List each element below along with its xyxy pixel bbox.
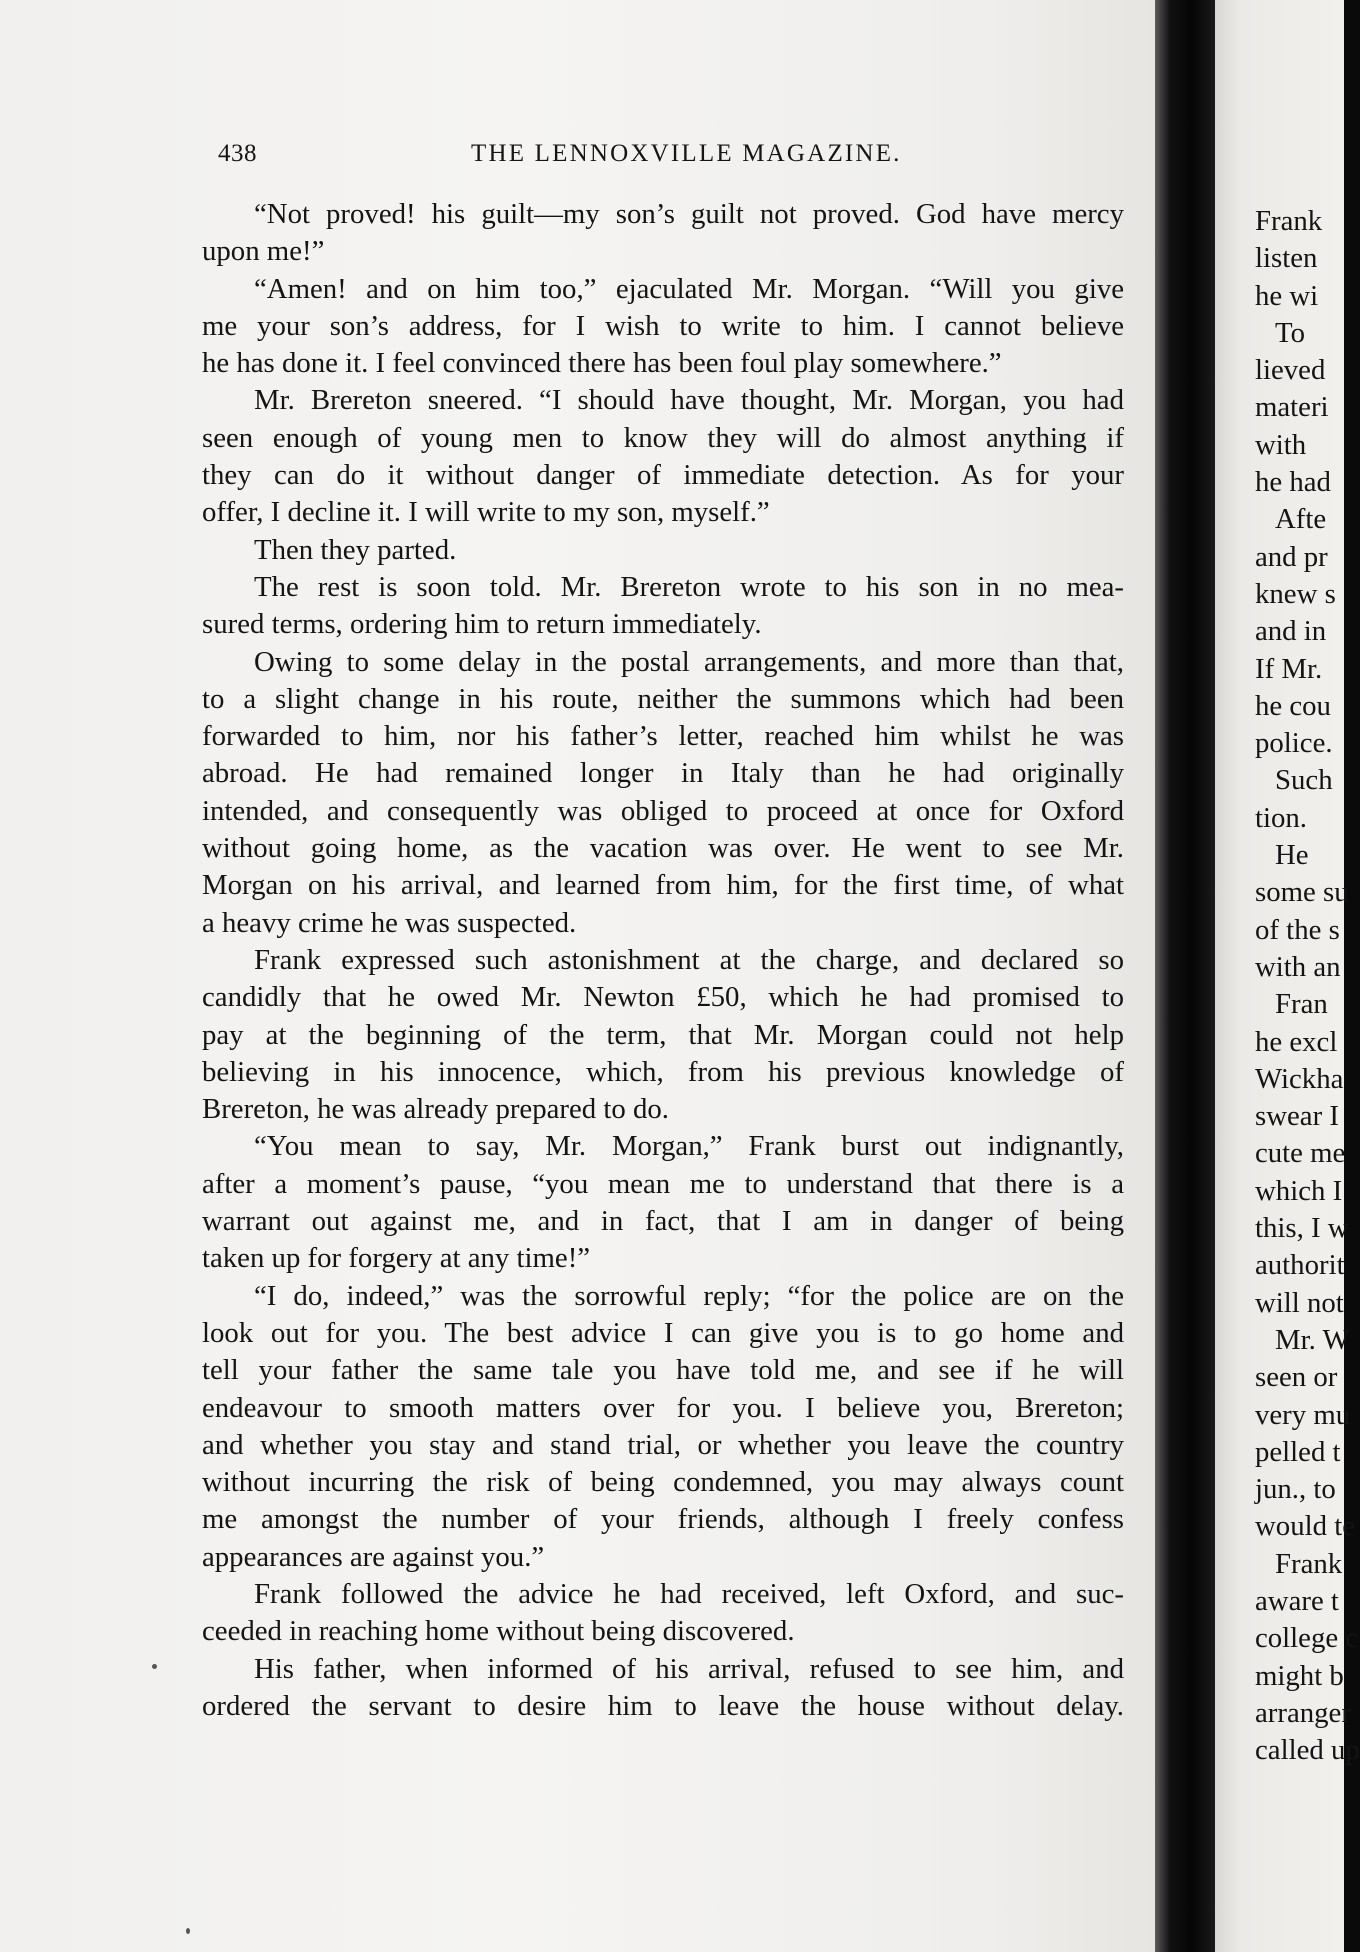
right-text-line: Fran bbox=[1275, 988, 1328, 1021]
right-text-line: materi bbox=[1255, 391, 1329, 424]
right-text-line: jun., to bbox=[1255, 1473, 1336, 1506]
text-line: His father, when informed of his arrival, refused to see him, and bbox=[254, 1652, 1124, 1685]
right-text-line: very mu bbox=[1255, 1398, 1351, 1431]
text-line: Mr. Brereton sneered. “I should have thought, Mr. Morgan, you had bbox=[254, 384, 1124, 417]
text-line: Brereton, he was already prepared to do. bbox=[202, 1093, 669, 1126]
text-line: seen enough of young men to know they will do almost anything if bbox=[202, 421, 1124, 454]
right-text-line: arranger bbox=[1255, 1696, 1351, 1729]
right-text-line: tion. bbox=[1255, 801, 1307, 834]
right-text-line: listen bbox=[1255, 242, 1318, 275]
text-line: “Not proved! his guilt—my son’s guilt not proved. God have mercy bbox=[254, 198, 1124, 230]
right-text-line: If Mr. bbox=[1255, 652, 1323, 685]
right-text-line: authorit bbox=[1255, 1249, 1345, 1282]
right-text-line: he excl bbox=[1255, 1025, 1338, 1058]
right-text-line: some su bbox=[1255, 876, 1349, 909]
text-line: they can do it without danger of immediate detection. As for your bbox=[202, 459, 1124, 492]
text-line: after a moment’s pause, “you mean me to understand that there is a bbox=[202, 1167, 1124, 1200]
text-line: “I do, indeed,” was the sorrowful reply; “for the police are on the bbox=[254, 1279, 1124, 1312]
text-line: offer, I decline it. I will write to my son, myself.” bbox=[202, 496, 770, 529]
right-text-line: seen or bbox=[1255, 1361, 1338, 1394]
right-text-line: of the s bbox=[1255, 913, 1340, 946]
text-line: believing in his innocence, which, from his previous knowledge of bbox=[202, 1055, 1124, 1088]
right-text-line: and pr bbox=[1255, 540, 1328, 573]
text-line: The rest is soon told. Mr. Brereton wrote to his son in no mea- bbox=[254, 570, 1124, 603]
body-text bbox=[202, 196, 1124, 1725]
text-line: and whether you stay and stand trial, or whether you leave the country bbox=[202, 1428, 1124, 1461]
text-line: appearances are against you.” bbox=[202, 1540, 545, 1573]
right-text-line: would te bbox=[1255, 1510, 1355, 1543]
text-line: me your son’s address, for I wish to write to him. I cannot believe bbox=[202, 309, 1124, 342]
text-line: ordered the servant to desire him to leave the house without delay. bbox=[202, 1689, 1124, 1722]
text-line: warrant out against me, and in fact, that I am in danger of being bbox=[202, 1205, 1124, 1238]
text-line: pay at the beginning of the term, that Mr. Morgan could not help bbox=[202, 1018, 1124, 1051]
text-line: intended, and consequently was obliged to proceed at once for Oxford bbox=[202, 794, 1124, 827]
right-text-line: police. bbox=[1255, 727, 1333, 760]
running-head bbox=[218, 138, 904, 174]
text-line: a heavy crime he was suspected. bbox=[202, 906, 577, 939]
text-line: forwarded to him, nor his father’s letter, reached him whilst he was bbox=[202, 720, 1124, 753]
right-page bbox=[1215, 0, 1360, 1952]
right-text-line: he wi bbox=[1255, 279, 1319, 312]
right-text-line: he had bbox=[1255, 466, 1331, 499]
right-text-line: Frank bbox=[1255, 205, 1323, 237]
right-text-line: called up bbox=[1255, 1734, 1360, 1767]
ink-speck bbox=[152, 1664, 157, 1669]
text-line: sured terms, ordering him to return immediately. bbox=[202, 608, 762, 641]
right-text-line: swear I bbox=[1255, 1100, 1339, 1133]
text-line: look out for you. The best advice I can give you is to go home and bbox=[202, 1316, 1124, 1349]
running-head-title: THE LENNOXVILLE MAGAZINE. bbox=[471, 140, 902, 167]
right-text-line: Such bbox=[1275, 764, 1333, 797]
book-gutter bbox=[1155, 0, 1215, 1952]
right-text-line: with an bbox=[1255, 950, 1341, 983]
right-text-line: will not bbox=[1255, 1286, 1344, 1319]
text-line: without incurring the risk of being condemned, you may always count bbox=[202, 1466, 1124, 1499]
text-line: Frank expressed such astonishment at the charge, and declared so bbox=[254, 943, 1124, 976]
right-text-line: Mr. W bbox=[1275, 1323, 1350, 1356]
text-line: without going home, as the vacation was over. He went to see Mr. bbox=[202, 832, 1124, 865]
text-line: tell your father the same tale you have told me, and see if he will bbox=[202, 1354, 1124, 1387]
text-line: Morgan on his arrival, and learned from him, for the first time, of what bbox=[202, 869, 1124, 902]
text-line: to a slight change in his route, neither the summons which had been bbox=[202, 682, 1124, 715]
right-text-line: knew s bbox=[1255, 577, 1336, 610]
text-line: Frank followed the advice he had received, left Oxford, and suc- bbox=[254, 1577, 1124, 1610]
page-number: 438 bbox=[218, 140, 257, 167]
text-line: candidly that he owed Mr. Newton £50, which he had promised to bbox=[202, 981, 1124, 1014]
text-line: Owing to some delay in the postal arrangements, and more than that, bbox=[254, 645, 1124, 678]
text-line: endeavour to smooth matters over for you. I believe you, Brereton; bbox=[202, 1391, 1124, 1424]
right-text-line: pelled t bbox=[1255, 1435, 1341, 1468]
right-text-line: he cou bbox=[1255, 689, 1331, 722]
right-text-line: Frank bbox=[1275, 1547, 1343, 1580]
right-text-line: Wickha bbox=[1255, 1062, 1344, 1095]
right-text-line: To bbox=[1275, 316, 1305, 349]
right-text-line: aware t bbox=[1255, 1584, 1339, 1617]
text-line: upon me!” bbox=[202, 235, 325, 268]
text-line: Then they parted. bbox=[254, 533, 457, 566]
right-text-line: this, I w bbox=[1255, 1212, 1349, 1245]
right-text-line: with bbox=[1255, 428, 1307, 461]
right-text-line: which I bbox=[1255, 1174, 1343, 1207]
right-page-text bbox=[1255, 203, 1360, 1769]
text-line: taken up for forgery at any time!” bbox=[202, 1242, 591, 1275]
ink-speck bbox=[186, 1928, 190, 1934]
text-line: “Amen! and on him too,” ejaculated Mr. Morgan. “Will you give bbox=[254, 272, 1124, 305]
right-text-line: He bbox=[1275, 839, 1309, 872]
right-text-line: might b bbox=[1255, 1659, 1344, 1692]
right-text-line: and in bbox=[1255, 615, 1327, 648]
right-text-line: cute me bbox=[1255, 1137, 1346, 1170]
right-text-line: college c bbox=[1255, 1622, 1359, 1655]
text-line: he has done it. I feel convinced there has been foul play somewhere.” bbox=[202, 347, 1002, 380]
text-line: “You mean to say, Mr. Morgan,” Frank burst out indignantly, bbox=[254, 1130, 1124, 1163]
text-line: ceeded in reaching home without being discovered. bbox=[202, 1615, 795, 1648]
text-line: me amongst the number of your friends, although I freely confess bbox=[202, 1503, 1124, 1536]
right-text-line: Afte bbox=[1275, 503, 1327, 536]
text-line: abroad. He had remained longer in Italy than he had originally bbox=[202, 757, 1124, 790]
right-text-line: lieved bbox=[1255, 354, 1326, 387]
